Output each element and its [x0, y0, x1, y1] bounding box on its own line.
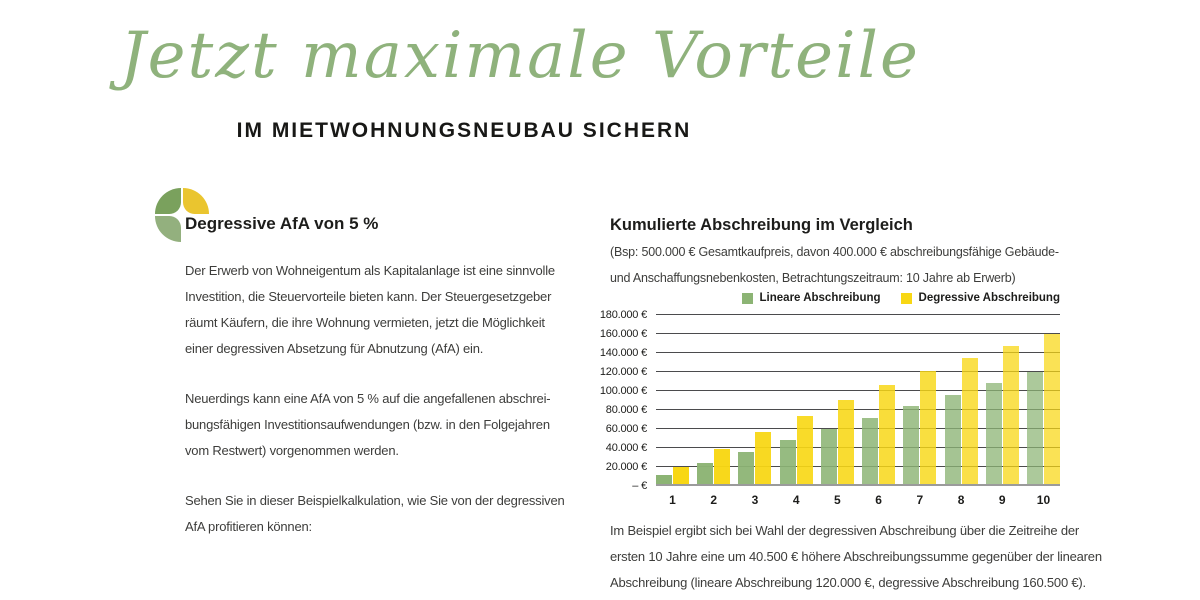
text-line: räumt Käufern, die ihre Wohnung vermieten, jetzt die Möglichkeit: [185, 315, 545, 330]
text-line: (Bsp: 500.000 € Gesamtkaufpreis, davon 400.000 € abschreibungsfähige Gebäude-: [610, 245, 1059, 259]
bar-lineare-abschreibung-year-10: [1027, 372, 1043, 486]
bar-degressive-abschreibung-year-2: [714, 449, 730, 486]
x-axis-tick-label: 2: [710, 493, 718, 507]
x-axis-tick-label: 6: [875, 493, 882, 507]
leaf-logo-icon: [155, 188, 211, 244]
bar-lineare-abschreibung-year-4: [780, 440, 796, 486]
y-axis-tick-label: 180.000 €: [599, 309, 647, 321]
section-heading: Degressive AfA von 5 %: [185, 214, 379, 233]
bar-degressive-abschreibung-year-7: [920, 371, 936, 486]
y-axis-tick-label: 40.000 €: [605, 442, 647, 455]
bar-group-year-10: [1027, 315, 1060, 507]
text-line: Abschreibung (lineare Abschreibung 120.000 €, degressive Abschreibung 160.500 €).: [610, 575, 1086, 590]
bar-lineare-abschreibung-year-3: [738, 452, 754, 486]
legend-label: Lineare Abschreibung: [759, 292, 881, 304]
legend-label: Degressive Abschreibung: [918, 292, 1060, 304]
bar-lineare-abschreibung-year-8: [945, 395, 961, 486]
leaf-top-right-icon: [183, 188, 209, 214]
y-axis-tick-label: 20.000 €: [605, 461, 647, 474]
x-axis-tick-label: 4: [792, 493, 800, 507]
y-axis-tick-label: 80.000 €: [605, 404, 647, 417]
text-line: und Anschaffungsnebenkosten, Betrachtungszeitraum: 10 Jahre ab Erwerb): [610, 271, 1016, 285]
bar-lineare-abschreibung-year-5: [821, 429, 837, 486]
bar-group-year-1: [656, 315, 689, 507]
bar-group-year-8: [945, 315, 978, 507]
x-axis-tick-label: 5: [834, 493, 841, 507]
bar-degressive-abschreibung-year-4: [797, 416, 813, 486]
text-line: vom Restwert) vorgenommen werden.: [185, 443, 399, 458]
text-line: AfA profitieren können:: [185, 519, 312, 534]
chart-footnote: [610, 518, 1102, 596]
legend-item-degressive-abschreibung: [901, 292, 1060, 304]
text-line: Der Erwerb von Wohneigentum als Kapitalanlage ist eine sinnvolle: [185, 263, 555, 278]
bar-group-year-4: [780, 315, 813, 507]
y-axis-tick-label: 120.000 €: [599, 366, 647, 378]
bar-group-year-2: [697, 315, 730, 507]
bar-lineare-abschreibung-year-2: [697, 463, 713, 486]
chart-legend: [610, 291, 1060, 305]
bar-degressive-abschreibung-year-9: [1003, 346, 1019, 487]
body-text: [185, 258, 575, 540]
y-axis-tick-label: 100.000 €: [599, 385, 647, 397]
bar-degressive-abschreibung-year-8: [962, 358, 978, 486]
chart-section: [599, 210, 1102, 596]
text-line: einer degressiven Absetzung für Abnutzung (AfA) ein.: [185, 341, 484, 356]
x-axis-tick-label: 3: [751, 493, 759, 507]
bar-group-year-3: [738, 315, 771, 507]
bar-group-year-5: [821, 315, 854, 507]
text-line: Im Beispiel ergibt sich bei Wahl der degressiven Abschreibung über die Zeitreihe der: [610, 523, 1080, 538]
x-axis-tick-label: 10: [1036, 493, 1051, 507]
leaf-bottom-left-icon: [155, 216, 181, 242]
x-axis-tick-label: 1: [669, 493, 676, 507]
bar-group-year-6: [862, 315, 895, 507]
text-line: bungsfähigen Investitionsaufwendungen (bzw. in den Folgejahren: [185, 417, 550, 432]
bar-group-year-7: [903, 315, 936, 507]
page-title-script: Jetzt maximale Vorteile: [120, 19, 920, 93]
chart-plot: [599, 309, 1060, 507]
chart-title: Kumulierte Abschreibung im Vergleich: [610, 216, 913, 234]
y-axis-tick-label: – €: [632, 480, 647, 492]
x-axis-baseline: [656, 484, 1060, 486]
bar-lineare-abschreibung-year-6: [862, 418, 878, 486]
x-axis-tick-label: 7: [916, 493, 924, 507]
bar-lineare-abschreibung-year-7: [903, 406, 919, 486]
bar-degressive-abschreibung-year-6: [879, 385, 895, 486]
legend-swatch-icon: [901, 293, 912, 304]
text-line: Investition, die Steuervorteile bieten kann. Der Steuergesetzgeber: [185, 289, 552, 304]
paragraph-1: [185, 258, 575, 362]
bar-degressive-abschreibung-year-3: [755, 432, 771, 486]
page-subtitle: IM MIETWOHNUNGSNEUBAU SICHERN: [236, 119, 692, 142]
chart-subtitle: [610, 239, 1060, 291]
leaf-top-left-icon: [155, 188, 181, 214]
bar-lineare-abschreibung-year-9: [986, 383, 1002, 486]
bar-degressive-abschreibung-year-10: [1044, 334, 1060, 486]
text-line: Sehen Sie in dieser Beispielkalkulation, wie Sie von der degressiven: [185, 493, 565, 508]
x-axis-tick-label: 8: [957, 493, 965, 507]
paragraph-2: [185, 386, 575, 464]
y-axis-tick-label: 160.000 €: [599, 328, 647, 341]
text-line: ersten 10 Jahre eine um 40.500 € höhere Abschreibungssumme gegenüber der linearen: [610, 549, 1102, 564]
legend-item-lineare-abschreibung: [742, 292, 881, 304]
text-line: Neuerdings kann eine AfA von 5 % auf die angefallenen abschrei-: [185, 391, 551, 406]
bar-group-year-9: [986, 315, 1019, 507]
y-axis-tick-label: 140.000 €: [599, 347, 647, 359]
x-axis-tick-label: 9: [998, 493, 1006, 507]
legend-swatch-icon: [742, 293, 753, 304]
y-axis-tick-label: 60.000 €: [605, 423, 647, 435]
paragraph-3: [185, 488, 575, 540]
left-column: [155, 188, 575, 564]
bar-degressive-abschreibung-year-5: [838, 400, 854, 486]
bars-area: [656, 315, 1060, 507]
